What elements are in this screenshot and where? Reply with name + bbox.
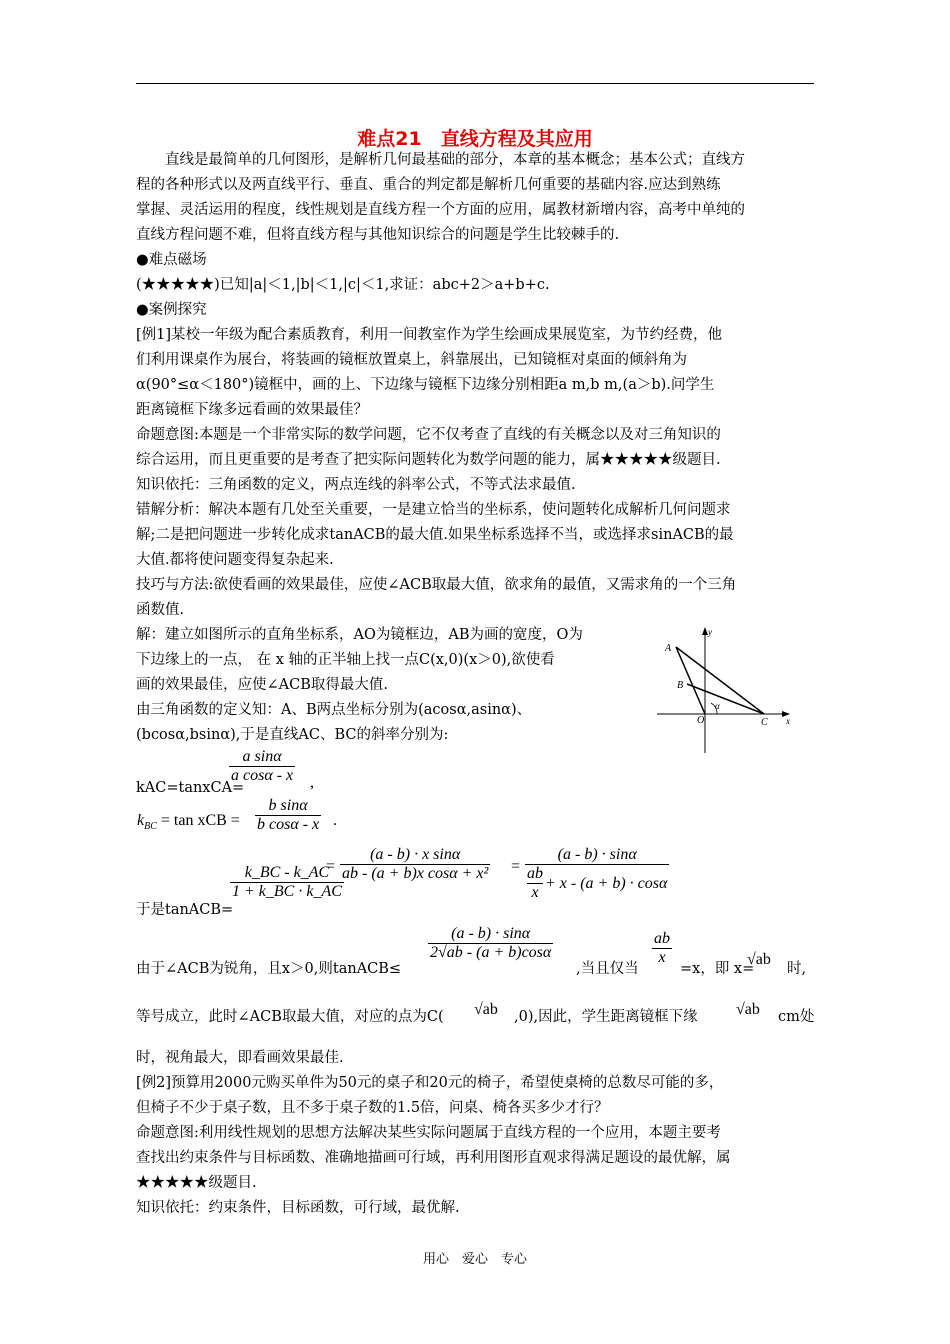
intent2-line-2: 查找出约束条件与目标函数、准确地描画可行域，再利用图形直观求得满足题设的最优解，属 (136, 1150, 731, 1166)
skill1-line-2: 函数值. (136, 602, 185, 618)
only-when-text: ,当且仅当 (576, 961, 639, 977)
page-title: 难点21 直线方程及其应用 (357, 128, 593, 150)
eq-x-text: =x，即 x= (680, 961, 755, 977)
solution-line-2: 下边缘上的一点， 在 x 轴的正半轴上找一点C(x,0)(x＞0),欲使看 (136, 652, 555, 668)
ab-over-x-fraction: $\frac{ab}{x}$ (654, 930, 670, 966)
knowledge1: 知识依托：三角函数的定义，两点连线的斜率公式，不等式法求最值. (136, 477, 576, 493)
kac-numerator: a sinα (242, 748, 282, 765)
label-C: C (761, 717, 768, 728)
kac-label: kAC=tanxCA= (136, 780, 245, 796)
eq-sign-2: = (511, 858, 521, 875)
label-x: x (786, 716, 790, 726)
example2-line-2: 但椅子不少于桌子数，且不多于桌子数的1.5倍，问桌、椅各买多少才行？ (136, 1100, 609, 1116)
example1-line-2: 们利用课桌作为展台，将装画的镜框放置桌上，斜靠展出，已知镜框对桌面的倾斜角为 (136, 352, 687, 368)
intent1-line-2: 综合运用，而且更重要的是考查了把实际问题转化为数学问题的能力，属★★★★★级题目. (136, 452, 721, 468)
intro-line-3: 掌握、灵活运用的程度，线性规划是直线方程一个方面的应用，属教材新增内容，高考中单纯的 (136, 202, 745, 218)
intro-line-1: 直线是最简单的几何图形，是解析几何最基础的部分，本章的基本概念；基本公式；直线方 (136, 152, 745, 168)
label-O: O (697, 715, 705, 726)
example1-line-4: 距离镜框下缘多远看画的效果最佳？ (136, 402, 368, 418)
header-rule (136, 83, 814, 84)
tan-frac-2: $\frac{\text{(a - b) · x sinα}}{\text{ab - (a + b)x cosα + x²}}$ (342, 846, 489, 882)
coordinate-figure (655, 625, 795, 755)
tan-frac-3: (a - b) · sinα ab x + x - (a + b) · cosα (527, 846, 668, 901)
tan-frac-1: $\frac{k\_BC - k\_AC}{1 + k\_BC \cdot k\_AC}$ (232, 864, 342, 900)
solution-line-3: 画的效果最佳，应使∠ACB取得最大值. (136, 677, 388, 693)
error1-line-3: 大值.都将使问题变得复杂起来. (136, 552, 334, 568)
label-alpha: α (715, 701, 720, 711)
example1-line-1: [例1]某校一年级为配合素质教育，利用一间教室作为学生绘画成果展览室，为节约经费，他 (136, 327, 723, 343)
sqrt-ab-1: √ab (747, 951, 771, 968)
skill1-line-1: 技巧与方法:欲使看画的效果最佳，应使∠ACB取最大值，欲求角的最值，又需求角的一个三角 (136, 577, 737, 593)
equality-text: 等号成立，此时∠ACB取最大值，对应的点为C( (136, 1009, 444, 1025)
intro-line-4: 直线方程问题不难，但将直线方程与其他知识综合的问题是学生比较棘手的. (136, 227, 620, 243)
label-A: A (665, 643, 672, 654)
intent2-line-1: 命题意图:利用线性规划的思想方法解决某些实际问题属于直线方程的一个应用，本题主要考 (136, 1125, 721, 1141)
error1-line-2: 解;二是把问题进一步转化成求tanACB的最大值.如果坐标系选择不当，或选择求sinACB的最 (136, 527, 734, 543)
solution-line-1: 解：建立如图所示的直角坐标系，AO为镜框边，AB为画的宽度，O为 (136, 627, 583, 643)
kac-denominator: a cosα - x (231, 767, 294, 784)
example1-line-3: α(90°≤α＜180°)镜框中，画的上、下边缘与镜框下边缘分别相距a m,b m,(a＞b).问学生 (136, 377, 715, 393)
kbc-numerator: b sinα (268, 797, 308, 814)
kbc-period: . (333, 812, 337, 829)
kbc-lhs: $k_{BC} = \tan$ xCB = (137, 812, 240, 833)
segment-AC (676, 647, 764, 714)
example2-line-1: [例2]预算用2000元购买单件为50元的桌子和20元的椅子，希望使桌椅的总数尽可能的多， (136, 1075, 724, 1091)
intent2-line-3: ★★★★★级题目. (136, 1175, 257, 1191)
sqrt-ab-3: √ab (736, 1001, 760, 1018)
tan-label: 于是tanACB= (136, 902, 234, 918)
eq-sign-1: = (326, 858, 336, 875)
section-heading-difficulty: ●难点磁场 (136, 252, 207, 268)
distance-text: ,0),因此，学生距离镜框下缘 (514, 1009, 698, 1025)
knowledge2: 知识依托：约束条件，目标函数，可行域，最优解. (136, 1200, 460, 1216)
solution-line-5: (bcosα,bsinα),于是直线AC、BC的斜率分别为: (136, 727, 449, 743)
kac-comma: , (310, 774, 314, 791)
page-footer: 用心 爱心 专心 (422, 1252, 527, 1267)
kbc-denominator: b cosα - x (257, 816, 320, 833)
solution-line-4: 由三角函数的定义知：A、B两点坐标分别为(acosα,asinα)、 (136, 702, 532, 718)
upper-bound-fraction: $\frac{(a - b) \cdot \sin\alpha}{2√ab - (a + b)\cos\alpha}$ (430, 925, 552, 961)
problem-statement: (★★★★★)已知|a|＜1,|b|＜1,|c|＜1,求证：abc+2＞a+b+c. (136, 277, 550, 293)
error1-line-1: 错解分析：解决本题有几处至关重要，一是建立恰当的坐标系，使问题转化成解析几何问题求 (136, 502, 731, 518)
intent1-line-1: 命题意图:本题是一个非常实际的数学问题，它不仅考查了直线的有关概念以及对三角知识的 (136, 427, 721, 443)
sqrt-ab-2: √ab (474, 1001, 498, 1018)
label-B: B (677, 680, 684, 691)
shi-text: 时, (787, 961, 807, 977)
conclusion-line: 时，视角最大，即看画效果最佳. (136, 1050, 344, 1066)
kbc-fraction (255, 797, 321, 834)
cm-text: cm处 (778, 1009, 815, 1025)
intro-line-2: 程的各种形式以及两直线平行、垂直、重合的判定都是解析几何重要的基础内容.应达到熟练 (136, 177, 721, 193)
upper-bound-text: 由于∠ACB为锐角，且x＞0,则tanACB≤ (136, 961, 402, 977)
kac-fraction (229, 748, 295, 785)
section-heading-cases: ●案例探究 (136, 302, 207, 318)
label-y: y (708, 627, 712, 637)
